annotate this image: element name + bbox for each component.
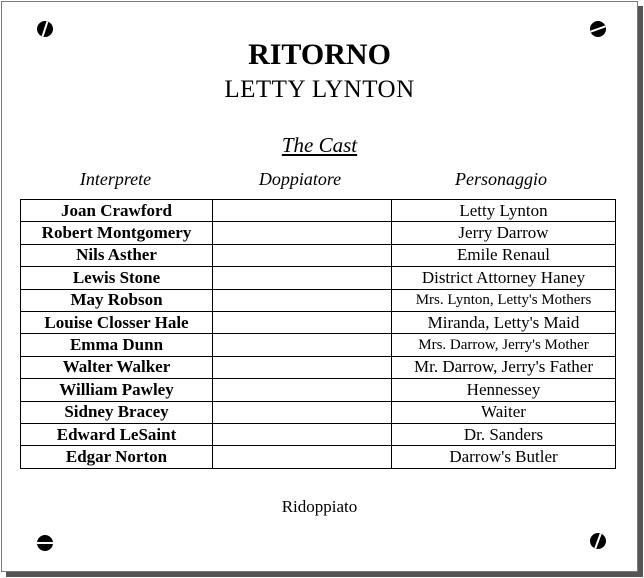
role-cell: Dr. Sanders [392, 423, 616, 445]
actor-cell: Edgar Norton [21, 446, 213, 468]
table-row [21, 311, 616, 333]
column-header-doppiatore: Doppiatore [258, 169, 342, 189]
actor-cell: William Pawley [21, 379, 213, 401]
actor-cell: Nils Asther [21, 244, 213, 266]
footer-note: Ridoppiato [281, 497, 358, 516]
screw-icon [37, 535, 53, 551]
table-row [21, 334, 616, 356]
dubber-cell [213, 267, 392, 289]
cast-heading [2, 132, 637, 158]
table-row [21, 267, 616, 289]
table-row [21, 401, 616, 423]
role-cell: Mrs. Darrow, Jerry's Mother [392, 334, 616, 356]
screw-icon [590, 533, 606, 549]
role-cell: Hennessey [392, 379, 616, 401]
dubber-cell [213, 446, 392, 468]
role-cell: District Attorney Haney [392, 267, 616, 289]
table-row [21, 423, 616, 445]
role-cell: Mr. Darrow, Jerry's Father [392, 356, 616, 378]
table-row [21, 379, 616, 401]
column-header-interprete: Interprete [79, 169, 152, 189]
cast-plaque [1, 1, 638, 572]
dubber-cell [213, 423, 392, 445]
actor-cell: Sidney Bracey [21, 401, 213, 423]
page-title: RITORNO [248, 38, 391, 71]
actor-cell: Walter Walker [21, 356, 213, 378]
role-cell: Mrs. Lynton, Letty's Mothers [392, 289, 616, 311]
dubber-cell [213, 401, 392, 423]
dubber-cell [213, 200, 392, 222]
dubber-cell [213, 334, 392, 356]
actor-cell: Edward LeSaint [21, 423, 213, 445]
dubber-cell [213, 244, 392, 266]
film-title: LETTY LYNTON [224, 76, 415, 103]
dubber-cell [213, 222, 392, 244]
table-row [21, 200, 616, 222]
role-cell: Waiter [392, 401, 616, 423]
role-cell: Jerry Darrow [392, 222, 616, 244]
dubber-cell [213, 289, 392, 311]
table-row [21, 222, 616, 244]
column-header-personaggio: Personaggio [455, 169, 547, 189]
table-row [21, 289, 616, 311]
role-cell: Emile Renaul [392, 244, 616, 266]
role-cell: Letty Lynton [392, 200, 616, 222]
table-row [21, 446, 616, 468]
role-cell: Miranda, Letty's Maid [392, 311, 616, 333]
table-row [21, 244, 616, 266]
dubber-cell [213, 379, 392, 401]
dubber-cell [213, 356, 392, 378]
dubber-cell [213, 311, 392, 333]
screw-icon [590, 21, 606, 37]
table-row [21, 356, 616, 378]
actor-cell: Louise Closser Hale [21, 311, 213, 333]
cast-table [20, 199, 616, 469]
actor-cell: Joan Crawford [21, 200, 213, 222]
actor-cell: May Robson [21, 289, 213, 311]
role-cell: Darrow's Butler [392, 446, 616, 468]
cast-heading-text: The Cast [281, 133, 358, 157]
actor-cell: Emma Dunn [21, 334, 213, 356]
screw-icon [37, 21, 53, 37]
actor-cell: Robert Montgomery [21, 222, 213, 244]
actor-cell: Lewis Stone [21, 267, 213, 289]
